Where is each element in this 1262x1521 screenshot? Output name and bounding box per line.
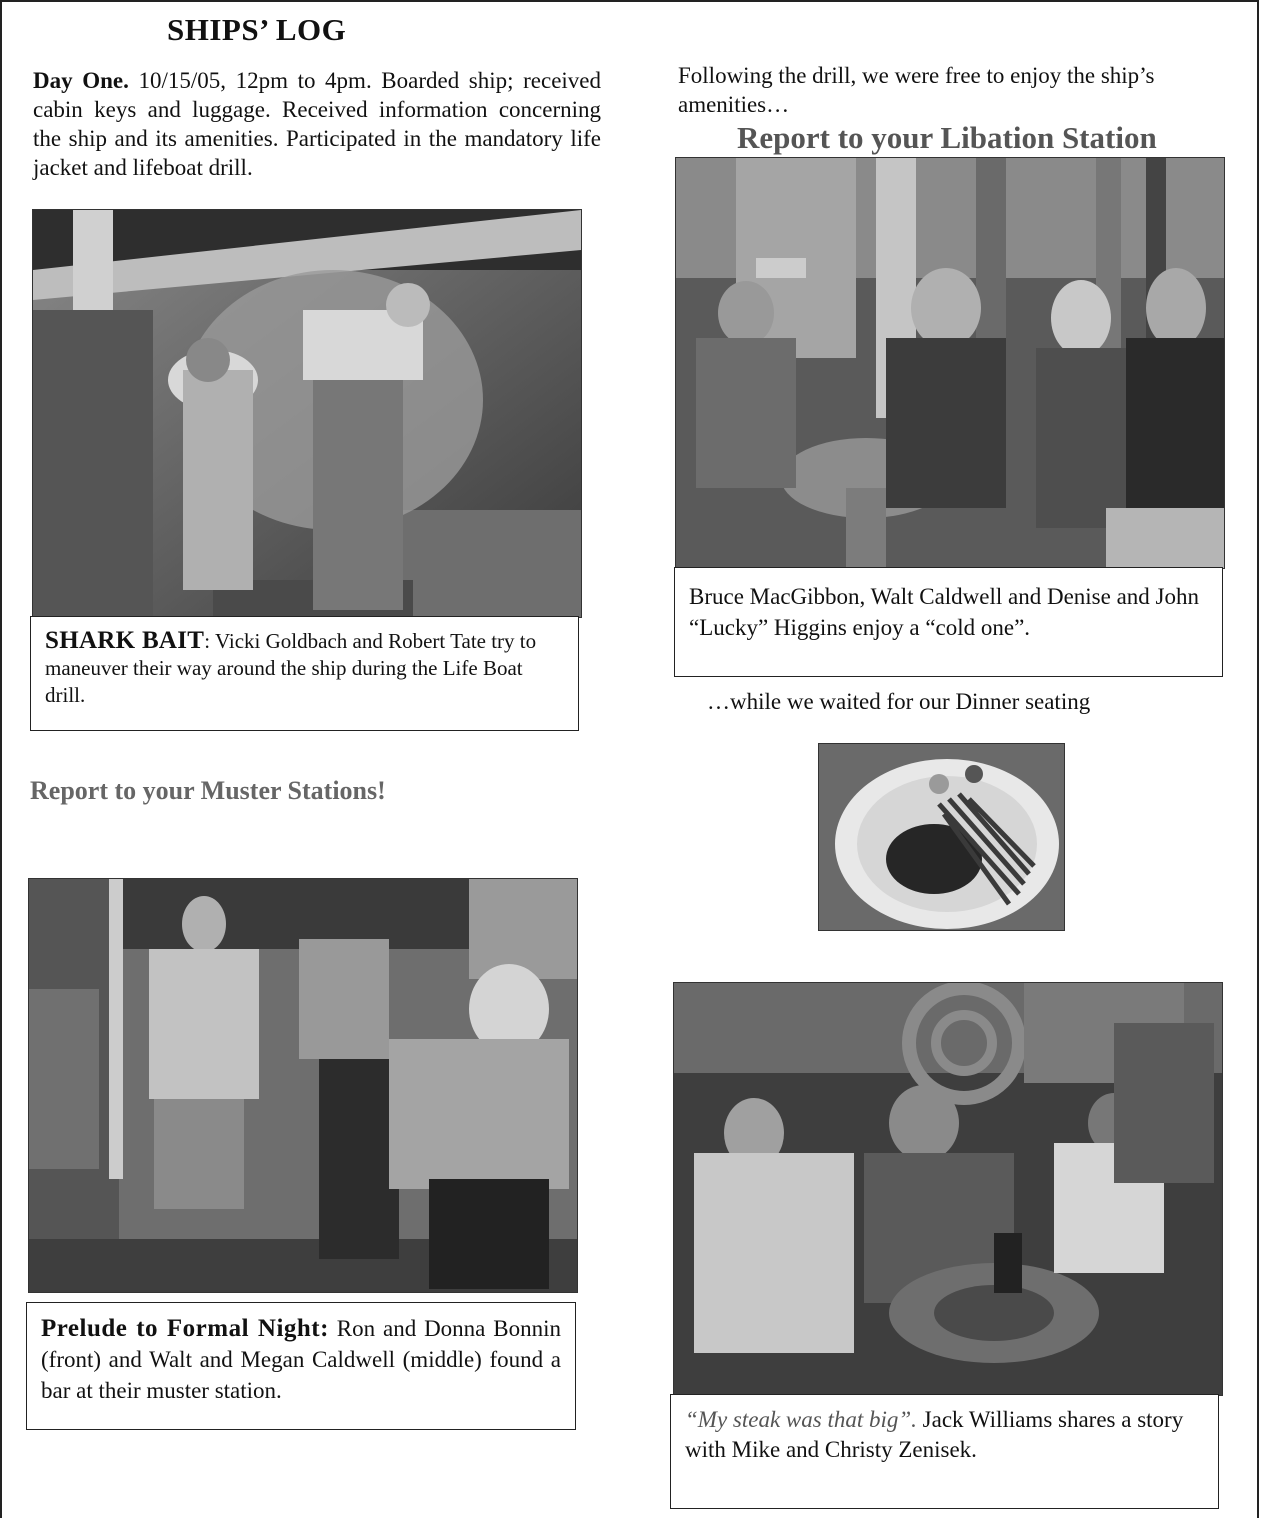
- following-drill-paragraph: Following the drill, we were free to enjoy the ship’s amenities…: [678, 63, 1155, 117]
- shark-bait-caption: [30, 616, 579, 731]
- libation-heading: Report to your Libation Station: [737, 120, 1157, 155]
- muster-heading: Report to your Muster Stations!: [30, 776, 386, 805]
- life-jacket-drill-photo: [32, 209, 582, 618]
- day-label: Day One.: [33, 68, 129, 93]
- steak-plate-photo: [818, 743, 1065, 931]
- while-waiting-text: …while we waited for our Dinner seating: [707, 689, 1091, 714]
- page-title: SHIPS’ LOG: [167, 12, 347, 47]
- muster-group-photo: [28, 878, 578, 1293]
- shark-bait-lead: SHARK BAIT: [45, 627, 205, 654]
- libation-caption: Bruce MacGibbon, Walt Caldwell and Denise and John “Lucky” Higgins enjoy a “cold one”.: [674, 567, 1223, 677]
- formal-night-text: Ron and Donna Bonnin (front) and Walt and Megan Caldwell (middle) found a bar at their muster station.: [41, 1316, 561, 1403]
- day-one-paragraph: [33, 66, 601, 182]
- formal-night-caption: [26, 1302, 576, 1430]
- steak-quote: “My steak was that big”.: [685, 1407, 917, 1432]
- day-text: 10/15/05, 12pm to 4pm. Boarded ship; received cabin keys and luggage. Received information concerning the ship and its amenities. Participated in the mandatory life jacket and lifeboat drill.: [33, 68, 602, 180]
- formal-night-lead: Prelude to Formal Night:: [41, 1315, 329, 1342]
- lounge-photo: [675, 157, 1225, 569]
- steak-caption: [670, 1394, 1219, 1509]
- shark-bait-text: : Vicki Goldbach and Robert Tate try to maneuver their way around the ship during the Life Boat drill.: [45, 629, 537, 707]
- steak-text: Jack Williams shares a story with Mike and Christy Zenisek.: [685, 1407, 1184, 1462]
- bar-table-photo: [673, 982, 1223, 1396]
